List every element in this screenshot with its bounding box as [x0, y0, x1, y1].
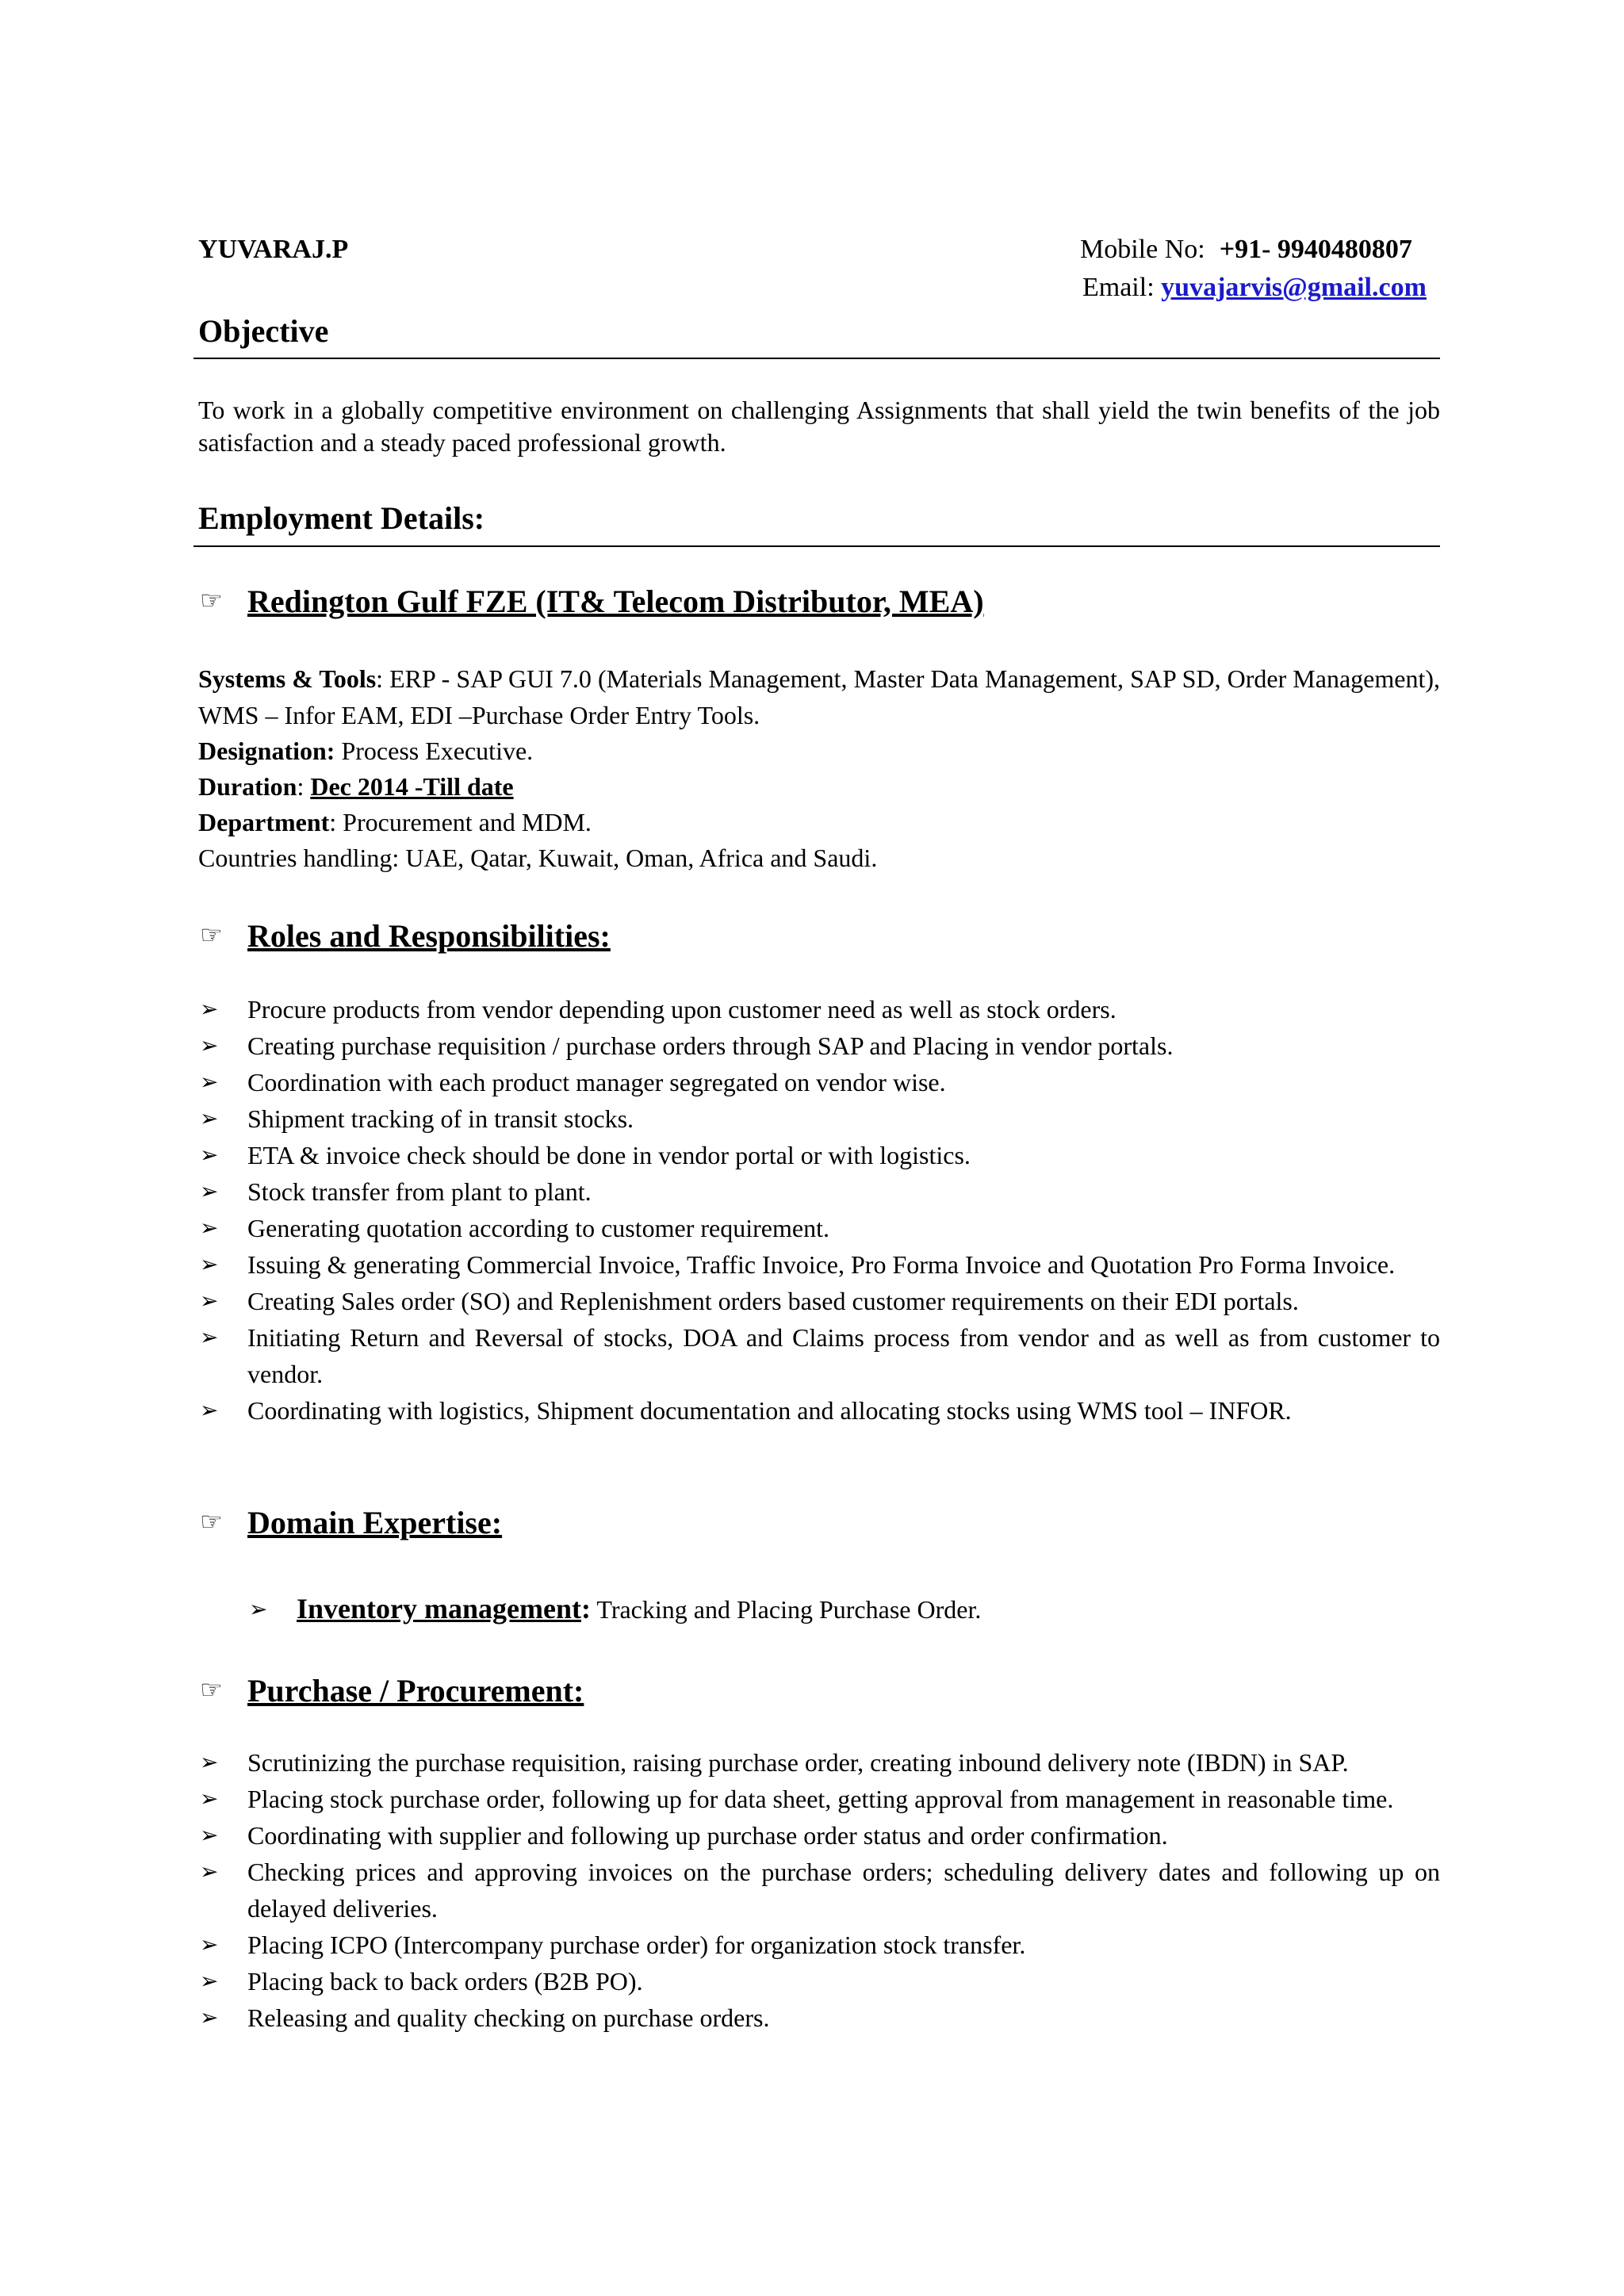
- list-item: ➢ Coordination with each product manager segregated on vendor wise.: [198, 1064, 1440, 1100]
- candidate-name: YUVARAJ.P: [198, 235, 349, 264]
- list-item: ➢ Coordinating with logistics, Shipment documentation and allocating stocks using WMS tool – INFOR.: [198, 1392, 1440, 1429]
- duration-sep: :: [297, 772, 311, 801]
- list-item: ➢ Placing stock purchase order, following up for data sheet, getting approval from management in reasonable time.: [198, 1781, 1440, 1817]
- mobile-label: Mobile No:: [1080, 235, 1205, 264]
- department: [198, 805, 592, 840]
- roles-list: [198, 991, 1440, 1429]
- employment-heading: Employment Details:: [198, 500, 485, 536]
- designation: [198, 733, 533, 769]
- list-item: ➢ Placing ICPO (Intercompany purchase order) for organization stock transfer.: [198, 1927, 1440, 1963]
- arrowhead-bullet-icon: ➢: [200, 1749, 219, 1775]
- purchase-list: [198, 1744, 1440, 2036]
- department-value: : Procurement and MDM.: [329, 808, 592, 836]
- arrowhead-bullet-icon: ➢: [200, 1858, 219, 1885]
- systems-label: Systems & Tools: [198, 664, 377, 693]
- arrowhead-bullet-icon: ➢: [249, 1596, 268, 1622]
- arrowhead-bullet-icon: ➢: [200, 1324, 219, 1350]
- pointing-hand-icon: ☞: [200, 1675, 223, 1704]
- list-item: ➢ Placing back to back orders (B2B PO).: [198, 1963, 1440, 1999]
- designation-value: Process Executive.: [335, 737, 534, 765]
- email-link[interactable]: yuvajarvis@gmail.com: [1161, 273, 1427, 302]
- arrowhead-bullet-icon: ➢: [200, 1785, 219, 1812]
- list-item: ➢ Releasing and quality checking on purchase orders.: [198, 1999, 1440, 2036]
- arrowhead-bullet-icon: ➢: [200, 1931, 219, 1957]
- duration-label: Duration: [198, 772, 297, 801]
- duration: [198, 769, 514, 805]
- domain-item: [247, 1591, 981, 1628]
- systems-tools: [198, 660, 1440, 733]
- list-item: ➢ Issuing & generating Commercial Invoice, Traffic Invoice, Pro Forma Invoice and Quotation Pro Forma Invoice.: [198, 1246, 1440, 1283]
- arrowhead-bullet-icon: ➢: [200, 2004, 219, 2030]
- domain-heading: Domain Expertise:: [247, 1505, 503, 1540]
- arrowhead-bullet-icon: ➢: [200, 1968, 219, 1994]
- email: [1082, 273, 1427, 303]
- list-item: ➢ Shipment tracking of in transit stocks.: [198, 1100, 1440, 1137]
- list-item: ➢ Generating quotation according to customer requirement.: [198, 1210, 1440, 1246]
- countries-handling: Countries handling: UAE, Qatar, Kuwait, Oman, Africa and Saudi.: [198, 844, 878, 872]
- arrowhead-bullet-icon: ➢: [200, 1822, 219, 1848]
- objective-divider: [193, 358, 1440, 359]
- domain-item-colon: :: [580, 1593, 591, 1624]
- arrowhead-bullet-icon: ➢: [200, 1032, 219, 1058]
- list-item: ➢ Procure products from vendor depending upon customer need as well as stock orders.: [198, 991, 1440, 1027]
- pointing-hand-icon: ☞: [200, 920, 223, 949]
- list-item: ➢ Initiating Return and Reversal of stocks, DOA and Claims process from vendor and as well as from customer to vendor.: [198, 1319, 1440, 1392]
- company-name: Redington Gulf FZE (IT& Telecom Distributor, MEA): [247, 584, 984, 619]
- arrowhead-bullet-icon: ➢: [200, 1105, 219, 1131]
- list-item: ➢ ETA & invoice check should be done in vendor portal or with logistics.: [198, 1137, 1440, 1173]
- roles-heading: Roles and Responsibilities:: [247, 918, 611, 954]
- arrowhead-bullet-icon: ➢: [200, 996, 219, 1022]
- arrowhead-bullet-icon: ➢: [200, 1142, 219, 1168]
- objective-text: To work in a globally competitive environment on challenging Assignments that shall yield the twin benefits of the job satisfaction and a steady paced professional growth.: [198, 396, 1440, 457]
- list-item: ➢ Stock transfer from plant to plant.: [198, 1173, 1440, 1210]
- systems-text: : ERP - SAP GUI 7.0 (Materials Management, Master Data Management, SAP SD, Order Management), WMS – Infor EAM, EDI –Purchase Order Entry Tools.: [198, 664, 1441, 729]
- duration-value: Dec 2014 -Till date: [310, 772, 514, 801]
- arrowhead-bullet-icon: ➢: [200, 1069, 219, 1095]
- list-item: ➢ Coordinating with supplier and following up purchase order status and order confirmation.: [198, 1817, 1440, 1854]
- mobile-value: +91- 9940480807: [1219, 235, 1412, 264]
- list-item: ➢ Checking prices and approving invoices on the purchase orders; scheduling delivery dates and following up on delayed deliveries.: [198, 1854, 1440, 1927]
- arrowhead-bullet-icon: ➢: [200, 1251, 219, 1277]
- pointing-hand-icon: ☞: [200, 1507, 223, 1536]
- arrowhead-bullet-icon: ➢: [200, 1215, 219, 1241]
- domain-item-label: Inventory management: [297, 1593, 581, 1624]
- mobile-number: [1080, 235, 1412, 265]
- list-item: ➢ Creating purchase requisition / purchase orders through SAP and Placing in vendor portals.: [198, 1027, 1440, 1064]
- designation-label: Designation:: [198, 737, 335, 765]
- pointing-hand-icon: ☞: [200, 586, 223, 614]
- objective-heading: Objective: [198, 313, 329, 349]
- arrowhead-bullet-icon: ➢: [200, 1288, 219, 1314]
- purchase-heading: Purchase / Procurement:: [247, 1673, 584, 1709]
- domain-item-text: Tracking and Placing Purchase Order.: [590, 1595, 982, 1624]
- employment-divider: [193, 545, 1440, 547]
- list-item: ➢ Creating Sales order (SO) and Replenishment orders based customer requirements on their EDI portals.: [198, 1283, 1440, 1319]
- arrowhead-bullet-icon: ➢: [200, 1178, 219, 1204]
- arrowhead-bullet-icon: ➢: [200, 1397, 219, 1423]
- list-item: ➢ Scrutinizing the purchase requisition, raising purchase order, creating inbound delivery note (IBDN) in SAP.: [198, 1744, 1440, 1781]
- department-label: Department: [198, 808, 330, 836]
- email-label: Email:: [1082, 273, 1155, 302]
